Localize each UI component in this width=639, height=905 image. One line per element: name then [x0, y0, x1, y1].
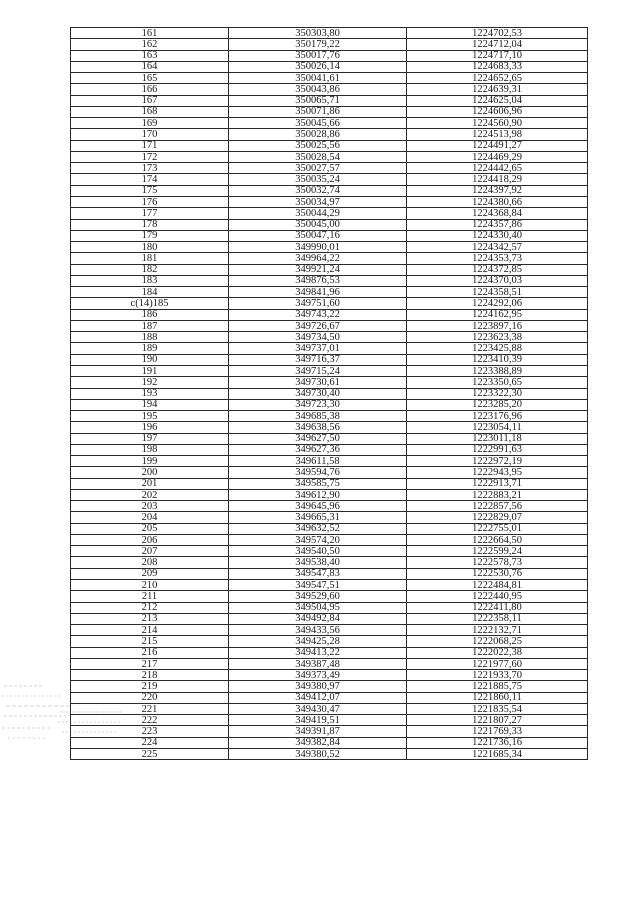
point-number-cell: 177: [71, 208, 229, 219]
point-number-cell: 212: [71, 602, 229, 613]
point-number-cell: 213: [71, 613, 229, 624]
table-row: [71, 264, 588, 275]
table-row: [71, 332, 588, 343]
point-number-cell: 181: [71, 253, 229, 264]
point-number-cell: 203: [71, 501, 229, 512]
table-row: [71, 737, 588, 748]
table-row: [71, 163, 588, 174]
point-number-cell: 165: [71, 73, 229, 84]
x-coordinate-cell: 349743,22: [229, 309, 407, 320]
table-row: [71, 591, 588, 602]
y-coordinate-cell: 1224397,92: [407, 185, 588, 196]
table-row: [71, 140, 588, 151]
y-coordinate-cell: 1224469,29: [407, 151, 588, 162]
point-number-cell: 176: [71, 196, 229, 207]
y-coordinate-cell: 1222440,95: [407, 591, 588, 602]
y-coordinate-cell: 1221885,75: [407, 681, 588, 692]
point-number-cell: 217: [71, 658, 229, 669]
point-number-cell: 163: [71, 50, 229, 61]
table-row: [71, 174, 588, 185]
point-number-cell: 211: [71, 591, 229, 602]
y-coordinate-cell: 1224442,65: [407, 163, 588, 174]
x-coordinate-cell: 349373,49: [229, 670, 407, 681]
table-row: [71, 625, 588, 636]
x-coordinate-cell: 349716,37: [229, 354, 407, 365]
y-coordinate-cell: 1224380,66: [407, 196, 588, 207]
table-row: [71, 377, 588, 388]
x-coordinate-cell: 350032,74: [229, 185, 407, 196]
y-coordinate-cell: 1223011,18: [407, 433, 588, 444]
y-coordinate-cell: 1221769,33: [407, 726, 588, 737]
x-coordinate-cell: 349492,84: [229, 613, 407, 624]
x-coordinate-cell: 349412,07: [229, 692, 407, 703]
point-number-cell: 195: [71, 411, 229, 422]
x-coordinate-cell: 349611,58: [229, 456, 407, 467]
table-row: [71, 39, 588, 50]
point-number-cell: 202: [71, 489, 229, 500]
table-row: [71, 534, 588, 545]
y-coordinate-cell: 1224353,73: [407, 253, 588, 264]
point-number-cell: 225: [71, 749, 229, 760]
x-coordinate-cell: 350041,61: [229, 73, 407, 84]
point-number-cell: 187: [71, 320, 229, 331]
table-row: [71, 444, 588, 455]
point-number-cell: 167: [71, 95, 229, 106]
point-number-cell: 197: [71, 433, 229, 444]
x-coordinate-cell: 349734,50: [229, 332, 407, 343]
x-coordinate-cell: 349715,24: [229, 365, 407, 376]
point-number-cell: 175: [71, 185, 229, 196]
table-row: [71, 681, 588, 692]
point-number-cell: 166: [71, 84, 229, 95]
y-coordinate-cell: 1221685,34: [407, 749, 588, 760]
x-coordinate-cell: 350025,56: [229, 140, 407, 151]
x-coordinate-cell: 349504,95: [229, 602, 407, 613]
point-number-cell: 216: [71, 647, 229, 658]
table-row: [71, 749, 588, 760]
y-coordinate-cell: 1221807,27: [407, 715, 588, 726]
point-number-cell: 209: [71, 568, 229, 579]
x-coordinate-cell: 349751,60: [229, 298, 407, 309]
x-coordinate-cell: 349990,01: [229, 242, 407, 253]
table-row: [71, 478, 588, 489]
x-coordinate-cell: 349413,22: [229, 647, 407, 658]
y-coordinate-cell: 1224370,03: [407, 275, 588, 286]
table-row: [71, 196, 588, 207]
point-number-cell: 191: [71, 365, 229, 376]
point-number-cell: 173: [71, 163, 229, 174]
x-coordinate-cell: 349419,51: [229, 715, 407, 726]
table-row: [71, 151, 588, 162]
table-row: [71, 489, 588, 500]
point-number-cell: 223: [71, 726, 229, 737]
x-coordinate-cell: 349638,56: [229, 422, 407, 433]
table-row: [71, 309, 588, 320]
table-row: [71, 456, 588, 467]
point-number-cell: 221: [71, 703, 229, 714]
x-coordinate-cell: 349665,31: [229, 512, 407, 523]
table-row: [71, 298, 588, 309]
x-coordinate-cell: 349585,75: [229, 478, 407, 489]
x-coordinate-cell: 349921,24: [229, 264, 407, 275]
x-coordinate-cell: 349391,87: [229, 726, 407, 737]
y-coordinate-cell: 1222943,95: [407, 467, 588, 478]
y-coordinate-cell: 1224418,29: [407, 174, 588, 185]
x-coordinate-cell: 350179,22: [229, 39, 407, 50]
table-row: [71, 399, 588, 410]
x-coordinate-cell: 349645,96: [229, 501, 407, 512]
table-row: [71, 275, 588, 286]
table-row: [71, 50, 588, 61]
x-coordinate-cell: 349547,83: [229, 568, 407, 579]
y-coordinate-cell: 1222883,21: [407, 489, 588, 500]
point-number-cell: 194: [71, 399, 229, 410]
point-number-cell: 219: [71, 681, 229, 692]
table-row: [71, 354, 588, 365]
y-coordinate-cell: 1224717,10: [407, 50, 588, 61]
y-coordinate-cell: 1222972,19: [407, 456, 588, 467]
table-row: [71, 726, 588, 737]
y-coordinate-cell: 1224652,65: [407, 73, 588, 84]
point-number-cell: 161: [71, 28, 229, 39]
point-number-cell: 172: [71, 151, 229, 162]
table-row: [71, 118, 588, 129]
table-row: [71, 523, 588, 534]
coordinates-table: [70, 27, 588, 760]
table-row: [71, 253, 588, 264]
point-number-cell: 220: [71, 692, 229, 703]
point-number-cell: 190: [71, 354, 229, 365]
table-row: [71, 73, 588, 84]
y-coordinate-cell: 1224560,90: [407, 118, 588, 129]
point-number-cell: 162: [71, 39, 229, 50]
table-row: [71, 61, 588, 72]
x-coordinate-cell: 349380,97: [229, 681, 407, 692]
x-coordinate-cell: 350045,00: [229, 219, 407, 230]
y-coordinate-cell: 1222022,38: [407, 647, 588, 658]
table-row: [71, 185, 588, 196]
y-coordinate-cell: 1224606,96: [407, 106, 588, 117]
x-coordinate-cell: 350027,57: [229, 163, 407, 174]
table-row: [71, 287, 588, 298]
y-coordinate-cell: 1221977,60: [407, 658, 588, 669]
y-coordinate-cell: 1223623,38: [407, 332, 588, 343]
point-number-cell: 208: [71, 557, 229, 568]
x-coordinate-cell: 349574,20: [229, 534, 407, 545]
table-row: [71, 546, 588, 557]
x-coordinate-cell: 349876,53: [229, 275, 407, 286]
point-number-cell: 193: [71, 388, 229, 399]
y-coordinate-cell: 1224712,04: [407, 39, 588, 50]
y-coordinate-cell: 1222411,80: [407, 602, 588, 613]
x-coordinate-cell: 349380,52: [229, 749, 407, 760]
point-number-cell: 206: [71, 534, 229, 545]
x-coordinate-cell: 350034,97: [229, 196, 407, 207]
y-coordinate-cell: 1222484,81: [407, 580, 588, 591]
point-number-cell: 189: [71, 343, 229, 354]
point-number-cell: 183: [71, 275, 229, 286]
table-row: [71, 703, 588, 714]
y-coordinate-cell: 1221736,16: [407, 737, 588, 748]
x-coordinate-cell: 349627,36: [229, 444, 407, 455]
point-number-cell: 205: [71, 523, 229, 534]
x-coordinate-cell: 349841,96: [229, 287, 407, 298]
point-number-cell: 178: [71, 219, 229, 230]
table-row: [71, 219, 588, 230]
table-row: [71, 84, 588, 95]
y-coordinate-cell: 1223410,39: [407, 354, 588, 365]
y-coordinate-cell: 1223285,20: [407, 399, 588, 410]
y-coordinate-cell: 1224372,85: [407, 264, 588, 275]
x-coordinate-cell: 349387,48: [229, 658, 407, 669]
y-coordinate-cell: 1224491,27: [407, 140, 588, 151]
table-row: [71, 129, 588, 140]
table-row: [71, 208, 588, 219]
table-row: [71, 388, 588, 399]
table-row: [71, 692, 588, 703]
y-coordinate-cell: 1223425,88: [407, 343, 588, 354]
y-coordinate-cell: 1223350,65: [407, 377, 588, 388]
y-coordinate-cell: 1221860,11: [407, 692, 588, 703]
x-coordinate-cell: 350047,16: [229, 230, 407, 241]
x-coordinate-cell: 349612,90: [229, 489, 407, 500]
point-number-cell: 201: [71, 478, 229, 489]
y-coordinate-cell: 1222857,56: [407, 501, 588, 512]
y-coordinate-cell: 1224639,31: [407, 84, 588, 95]
y-coordinate-cell: 1224292,06: [407, 298, 588, 309]
point-number-cell: 164: [71, 61, 229, 72]
x-coordinate-cell: 350026,14: [229, 61, 407, 72]
x-coordinate-cell: 350017,76: [229, 50, 407, 61]
y-coordinate-cell: 1223054,11: [407, 422, 588, 433]
y-coordinate-cell: 1222991,63: [407, 444, 588, 455]
x-coordinate-cell: 350044,29: [229, 208, 407, 219]
y-coordinate-cell: 1222755,01: [407, 523, 588, 534]
x-coordinate-cell: 349726,67: [229, 320, 407, 331]
table-row: [71, 95, 588, 106]
point-number-cell: 222: [71, 715, 229, 726]
x-coordinate-cell: 349730,61: [229, 377, 407, 388]
table-row: [71, 636, 588, 647]
y-coordinate-cell: 1222530,76: [407, 568, 588, 579]
point-number-cell: 214: [71, 625, 229, 636]
x-coordinate-cell: 349737,01: [229, 343, 407, 354]
y-coordinate-cell: 1224625,04: [407, 95, 588, 106]
table-row: [71, 433, 588, 444]
y-coordinate-cell: 1222068,25: [407, 636, 588, 647]
x-coordinate-cell: 349382,84: [229, 737, 407, 748]
x-coordinate-cell: 350028,86: [229, 129, 407, 140]
x-coordinate-cell: 350045,66: [229, 118, 407, 129]
table-row: [71, 320, 588, 331]
table-row: [71, 580, 588, 591]
point-number-cell: 215: [71, 636, 229, 647]
point-number-cell: 198: [71, 444, 229, 455]
point-number-cell: 186: [71, 309, 229, 320]
point-number-cell: 218: [71, 670, 229, 681]
table-row: [71, 658, 588, 669]
x-coordinate-cell: 349529,60: [229, 591, 407, 602]
point-number-cell: 210: [71, 580, 229, 591]
y-coordinate-cell: 1222132,71: [407, 625, 588, 636]
point-number-cell: 180: [71, 242, 229, 253]
x-coordinate-cell: 349547,51: [229, 580, 407, 591]
point-number-cell: 192: [71, 377, 229, 388]
y-coordinate-cell: 1222664,50: [407, 534, 588, 545]
y-coordinate-cell: 1224358,51: [407, 287, 588, 298]
table-row: [71, 715, 588, 726]
x-coordinate-cell: 349594,76: [229, 467, 407, 478]
y-coordinate-cell: 1224330,40: [407, 230, 588, 241]
x-coordinate-cell: 349430,47: [229, 703, 407, 714]
point-number-cell: 169: [71, 118, 229, 129]
y-coordinate-cell: 1222913,71: [407, 478, 588, 489]
table-row: [71, 557, 588, 568]
table-row: [71, 411, 588, 422]
table-row: [71, 28, 588, 39]
y-coordinate-cell: 1221835,54: [407, 703, 588, 714]
x-coordinate-cell: 349730,40: [229, 388, 407, 399]
x-coordinate-cell: 349627,50: [229, 433, 407, 444]
y-coordinate-cell: 1222358,11: [407, 613, 588, 624]
table-row: [71, 106, 588, 117]
x-coordinate-cell: 350071,86: [229, 106, 407, 117]
y-coordinate-cell: 1224357,86: [407, 219, 588, 230]
faded-stamp-mark: [0, 676, 125, 746]
x-coordinate-cell: 349425,28: [229, 636, 407, 647]
x-coordinate-cell: 349685,38: [229, 411, 407, 422]
y-coordinate-cell: 1224702,53: [407, 28, 588, 39]
table-row: [71, 422, 588, 433]
x-coordinate-cell: 349964,22: [229, 253, 407, 264]
table-row: [71, 365, 588, 376]
x-coordinate-cell: 349433,56: [229, 625, 407, 636]
y-coordinate-cell: 1224513,98: [407, 129, 588, 140]
table-row: [71, 230, 588, 241]
point-number-cell: c(14)185: [71, 298, 229, 309]
point-number-cell: 174: [71, 174, 229, 185]
y-coordinate-cell: 1223176,96: [407, 411, 588, 422]
y-coordinate-cell: 1224342,57: [407, 242, 588, 253]
point-number-cell: 184: [71, 287, 229, 298]
y-coordinate-cell: 1223388,89: [407, 365, 588, 376]
x-coordinate-cell: 350043,86: [229, 84, 407, 95]
x-coordinate-cell: 350303,80: [229, 28, 407, 39]
x-coordinate-cell: 350028,54: [229, 151, 407, 162]
point-number-cell: 168: [71, 106, 229, 117]
point-number-cell: 171: [71, 140, 229, 151]
point-number-cell: 199: [71, 456, 229, 467]
point-number-cell: 179: [71, 230, 229, 241]
table-row: [71, 647, 588, 658]
point-number-cell: 204: [71, 512, 229, 523]
y-coordinate-cell: 1221933,70: [407, 670, 588, 681]
table-row: [71, 501, 588, 512]
point-number-cell: 188: [71, 332, 229, 343]
table-row: [71, 343, 588, 354]
point-number-cell: 200: [71, 467, 229, 478]
point-number-cell: 207: [71, 546, 229, 557]
point-number-cell: 196: [71, 422, 229, 433]
x-coordinate-cell: 349632,52: [229, 523, 407, 534]
x-coordinate-cell: 349723,30: [229, 399, 407, 410]
table-row: [71, 242, 588, 253]
table-row: [71, 568, 588, 579]
table-row: [71, 467, 588, 478]
table-row: [71, 602, 588, 613]
point-number-cell: 224: [71, 737, 229, 748]
table-row: [71, 512, 588, 523]
x-coordinate-cell: 349538,40: [229, 557, 407, 568]
x-coordinate-cell: 349540,50: [229, 546, 407, 557]
table-row: [71, 613, 588, 624]
table-row: [71, 670, 588, 681]
point-number-cell: 182: [71, 264, 229, 275]
y-coordinate-cell: 1222578,73: [407, 557, 588, 568]
y-coordinate-cell: 1224368,84: [407, 208, 588, 219]
coordinates-table-body: [71, 28, 588, 760]
x-coordinate-cell: 350065,71: [229, 95, 407, 106]
y-coordinate-cell: 1222599,24: [407, 546, 588, 557]
x-coordinate-cell: 350035,24: [229, 174, 407, 185]
y-coordinate-cell: 1222829,07: [407, 512, 588, 523]
y-coordinate-cell: 1224683,33: [407, 61, 588, 72]
y-coordinate-cell: 1224162,95: [407, 309, 588, 320]
point-number-cell: 170: [71, 129, 229, 140]
y-coordinate-cell: 1223897,16: [407, 320, 588, 331]
y-coordinate-cell: 1223322,30: [407, 388, 588, 399]
